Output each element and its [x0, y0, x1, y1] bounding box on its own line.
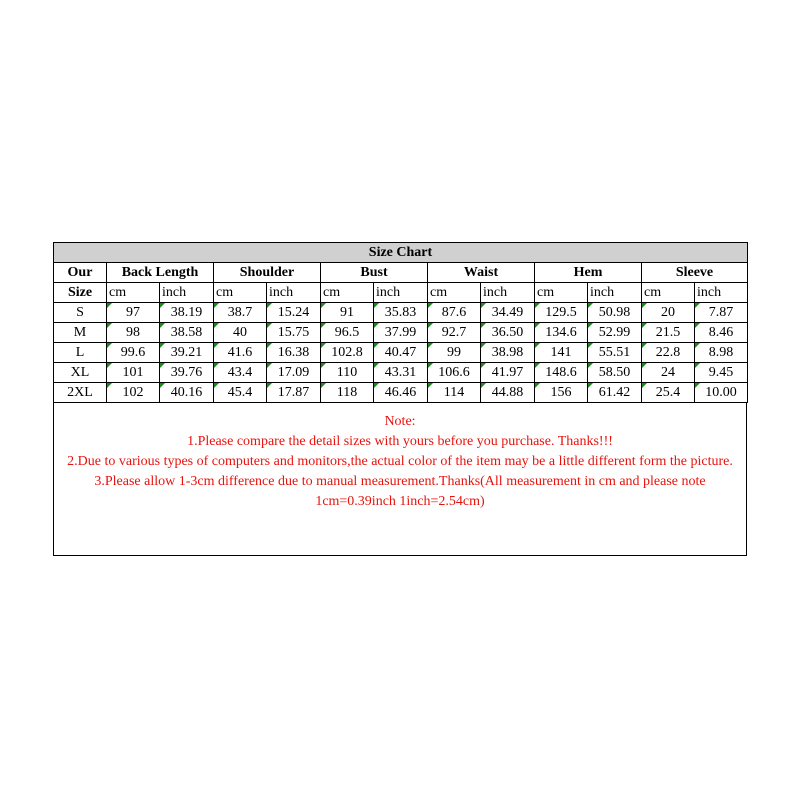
note-line-1: 1.Please compare the detail sizes with yours before you purchase. Thanks!!! — [187, 434, 613, 449]
unit-inch: inch — [481, 283, 535, 303]
unit-inch: inch — [160, 283, 214, 303]
measurement-cell: 55.51 — [588, 343, 642, 363]
measurement-cell: 46.46 — [374, 383, 428, 403]
measurement-cell: 156 — [535, 383, 588, 403]
measurement-cell: 9.45 — [695, 363, 748, 383]
measurement-cell: 40.47 — [374, 343, 428, 363]
measurement-cell: 24 — [642, 363, 695, 383]
chart-title: Size Chart — [54, 243, 748, 263]
group-waist: Waist — [428, 263, 535, 283]
measurement-cell: 38.98 — [481, 343, 535, 363]
measurement-cell: 43.31 — [374, 363, 428, 383]
measurement-cell: 101 — [107, 363, 160, 383]
measurement-cell: 8.98 — [695, 343, 748, 363]
measurement-cell: 20 — [642, 303, 695, 323]
measurement-cell: 25.4 — [642, 383, 695, 403]
measurement-cell: 99 — [428, 343, 481, 363]
group-header-row — [54, 263, 748, 283]
measurement-cell: 38.7 — [214, 303, 267, 323]
unit-cm: cm — [428, 283, 481, 303]
measurement-cell: 7.87 — [695, 303, 748, 323]
size-label: M — [54, 323, 107, 343]
unit-inch: inch — [374, 283, 428, 303]
group-bust: Bust — [321, 263, 428, 283]
measurement-cell: 118 — [321, 383, 374, 403]
measurement-cell: 148.6 — [535, 363, 588, 383]
unit-cm: cm — [214, 283, 267, 303]
measurement-cell: 40 — [214, 323, 267, 343]
measurement-cell: 35.83 — [374, 303, 428, 323]
measurement-cell: 44.88 — [481, 383, 535, 403]
measurement-cell: 110 — [321, 363, 374, 383]
group-shoulder: Shoulder — [214, 263, 321, 283]
size-rows — [54, 303, 748, 403]
measurement-cell: 21.5 — [642, 323, 695, 343]
measurement-cell: 37.99 — [374, 323, 428, 343]
unit-cm: cm — [107, 283, 160, 303]
measurement-cell: 99.6 — [107, 343, 160, 363]
measurement-cell: 40.16 — [160, 383, 214, 403]
measurement-cell: 8.46 — [695, 323, 748, 343]
measurement-cell: 106.6 — [428, 363, 481, 383]
table-row — [54, 363, 748, 383]
measurement-cell: 61.42 — [588, 383, 642, 403]
group-hem: Hem — [535, 263, 642, 283]
measurement-cell: 52.99 — [588, 323, 642, 343]
unit-header-row — [54, 283, 748, 303]
measurement-cell: 50.98 — [588, 303, 642, 323]
measurement-cell: 87.6 — [428, 303, 481, 323]
table-row — [54, 343, 748, 363]
measurement-cell: 36.50 — [481, 323, 535, 343]
table-row — [54, 303, 748, 323]
measurement-cell: 15.75 — [267, 323, 321, 343]
size-label: 2XL — [54, 383, 107, 403]
measurement-cell: 97 — [107, 303, 160, 323]
our-size-label-bottom: Size — [54, 283, 107, 303]
measurement-cell: 41.97 — [481, 363, 535, 383]
measurement-cell: 34.49 — [481, 303, 535, 323]
measurement-cell: 38.19 — [160, 303, 214, 323]
group-back-length: Back Length — [107, 263, 214, 283]
note-line-3: 3.Please allow 1-3cm difference due to manual measurement.Thanks(All measurement in cm and please note 1cm=0.39inch 1inch=2.54cm) — [94, 474, 706, 509]
measurement-cell: 134.6 — [535, 323, 588, 343]
title-row — [54, 243, 748, 263]
size-label: XL — [54, 363, 107, 383]
measurement-cell: 39.76 — [160, 363, 214, 383]
measurement-cell: 16.38 — [267, 343, 321, 363]
unit-inch: inch — [588, 283, 642, 303]
measurement-cell: 17.09 — [267, 363, 321, 383]
our-size-label-top: Our — [54, 263, 107, 283]
measurement-cell: 141 — [535, 343, 588, 363]
measurement-cell: 43.4 — [214, 363, 267, 383]
notes-panel — [53, 403, 747, 556]
table-row — [54, 383, 748, 403]
measurement-cell: 39.21 — [160, 343, 214, 363]
size-label: S — [54, 303, 107, 323]
measurement-cell: 91 — [321, 303, 374, 323]
unit-cm: cm — [321, 283, 374, 303]
measurement-cell: 41.6 — [214, 343, 267, 363]
table-row — [54, 323, 748, 343]
measurement-cell: 98 — [107, 323, 160, 343]
note-heading: Note: — [384, 414, 416, 429]
size-chart — [53, 242, 747, 556]
measurement-cell: 38.58 — [160, 323, 214, 343]
measurement-cell: 92.7 — [428, 323, 481, 343]
measurement-cell: 102 — [107, 383, 160, 403]
unit-inch: inch — [695, 283, 748, 303]
size-table — [53, 242, 748, 403]
unit-cm: cm — [642, 283, 695, 303]
note-line-2: 2.Due to various types of computers and monitors,the actual color of the item may be a little different form the picture. — [67, 454, 733, 469]
measurement-cell: 45.4 — [214, 383, 267, 403]
measurement-cell: 114 — [428, 383, 481, 403]
measurement-cell: 58.50 — [588, 363, 642, 383]
measurement-cell: 22.8 — [642, 343, 695, 363]
unit-cm: cm — [535, 283, 588, 303]
measurement-cell: 102.8 — [321, 343, 374, 363]
measurement-cell: 15.24 — [267, 303, 321, 323]
measurement-cell: 10.00 — [695, 383, 748, 403]
measurement-cell: 96.5 — [321, 323, 374, 343]
measurement-cell: 129.5 — [535, 303, 588, 323]
unit-inch: inch — [267, 283, 321, 303]
measurement-cell: 17.87 — [267, 383, 321, 403]
group-sleeve: Sleeve — [642, 263, 748, 283]
size-label: L — [54, 343, 107, 363]
